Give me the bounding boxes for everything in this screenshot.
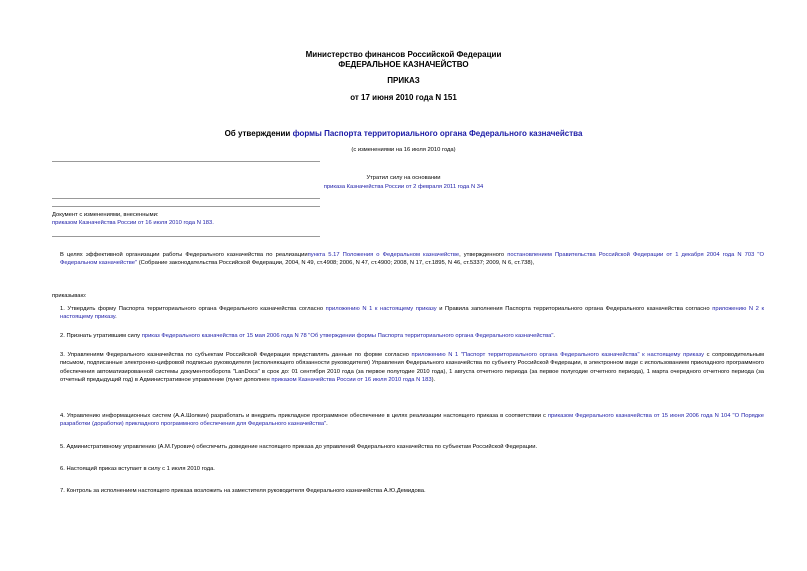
title-prefix: Об утверждении [224, 129, 293, 138]
p3-link-2[interactable]: приказом Казначейства России от 16 июля 2010 года N 183 [271, 377, 432, 384]
doc-changes-link[interactable]: приказом Казначейства России от 16 июля 2010 года N 183. [52, 220, 214, 226]
p3-text: ). [431, 377, 436, 384]
amendment-note: (с изменениями на 16 июля 2010 года) [351, 147, 456, 153]
paragraph-7: 7. Контроль за исполнением настоящего приказа возложить на заместителя руководителя Федерального казначейства А.Ю.Демидова. [60, 488, 426, 494]
p3-link-1[interactable]: приложению N 1 "Паспорт территориального органа Федерального казначейства" к настоящему приказу [411, 352, 704, 358]
order-date: от 17 июня 2010 года N 151 [350, 92, 457, 102]
p3-text: с сопроводительным письмом, подписанные электронно-цифровой подписью руководителя (исполняющего обязанности руководителя) Управления Федерального казначейства по субъекту Российской Федерации, в электронном виде с использованием прикладного программного обеспечения автоматизированной системы документооборота "LanDocs" в срок до: 01 сентября 2010 года (за первое полугодие 2010 года), 1 августа отчетного периода (за первое полугодие отчетного периода), 1 марта очередного отчетного периода (за отчетный предыдущий год) в Административное управление (пункт дополнен [60, 352, 764, 384]
preamble-text: В целях эффективной организации работы Федерального казначейства по реализации [60, 252, 308, 258]
divider [52, 236, 320, 237]
divider [52, 198, 320, 199]
doc-changes [52, 211, 320, 227]
p4-text: . [326, 421, 328, 428]
document-header [0, 50, 807, 102]
lost-force-link[interactable]: приказа Казначейства России от 2 февраля 2011 года N 34 [323, 184, 484, 190]
document-title [0, 129, 807, 138]
paragraph-2 [52, 332, 764, 340]
p2-text: 2. Признать утратившим силу [60, 333, 141, 339]
p3-text: 3. Управлениям Федерального казначейства по субъектам Российской Федерации представлять данные по форме согласно [60, 352, 409, 358]
order-heading: ПРИКАЗ [387, 76, 420, 85]
title-link[interactable]: формы Паспорта территориального органа Федерального казначейства [292, 129, 583, 138]
doc-changes-label: Документ с изменениями, внесенными: [52, 212, 159, 218]
lost-force-text: Утратил силу на основании [366, 175, 441, 181]
paragraph-5: 5. Административному управлению (А.М.Гурович) обеспечить доведение настоящего приказа до управлений Федерального казначейства по субъектам Российской Федерации. [60, 444, 538, 450]
preamble-link-2[interactable]: постановлением Правительства Российской Федерации от 1 декабря 2004 года N 703 "О Федеральном казначействе" [60, 252, 764, 267]
preamble-paragraph [52, 251, 764, 268]
p2-link[interactable]: приказ Федерального казначейства от 15 мая 2006 года N 78 "Об утверждении формы Паспорта территориального органа Федерального казначейства" [141, 333, 554, 339]
p4-text: 4. Управлению информационных систем (А.А.Шолкин) разработать и внедрить прикладное программное обеспечение в целях реализации настоящего приказа в соответствии с [60, 413, 546, 419]
paragraph-4 [52, 412, 764, 429]
ministry-name: Министерство финансов Российской Федерации [305, 50, 502, 59]
p1-text: . [115, 314, 117, 321]
p1-text: и Правила заполнения Паспорта территориального органа Федерального казначейства согласно [436, 306, 710, 312]
p4-link[interactable]: приказом Федерального казначейства от 15 июня 2006 года N 104 "О Порядке разработки (доработки) прикладного программного обеспечения для Федерального казначейства" [60, 413, 764, 428]
paragraph-1 [52, 305, 764, 322]
divider [52, 206, 320, 207]
order-word: приказываю: [52, 293, 87, 299]
preamble-text: , утвержденного [459, 252, 505, 258]
treasury-name: ФЕДЕРАЛЬНОЕ КАЗНАЧЕЙСТВО [338, 59, 469, 69]
p1-link-1[interactable]: приложению N 1 к настоящему приказу [325, 306, 437, 312]
p1-text: 1. Утвердить форму Паспорта территориального органа Федерального казначейства согласно [60, 306, 324, 312]
paragraph-6: 6. Настоящий приказ вступает в силу с 1 июля 2010 года. [60, 466, 215, 472]
paragraph-3 [52, 351, 764, 385]
p1-link-2[interactable]: приложению N 2 к настоящему приказу [60, 306, 764, 321]
preamble-link-1[interactable]: пункта 5.17 Положения о Федеральном казначействе [307, 252, 460, 258]
divider [52, 161, 320, 162]
p2-text: . [553, 333, 556, 339]
preamble-text: (Собрание законодательства Российской Федерации, 2004, N 49, ст.4908; 2006, N 47, ст.4900; 2008, N 17, ст.1895, N 46, ст.5337; 2009, N 6, ст.738), [138, 260, 535, 267]
